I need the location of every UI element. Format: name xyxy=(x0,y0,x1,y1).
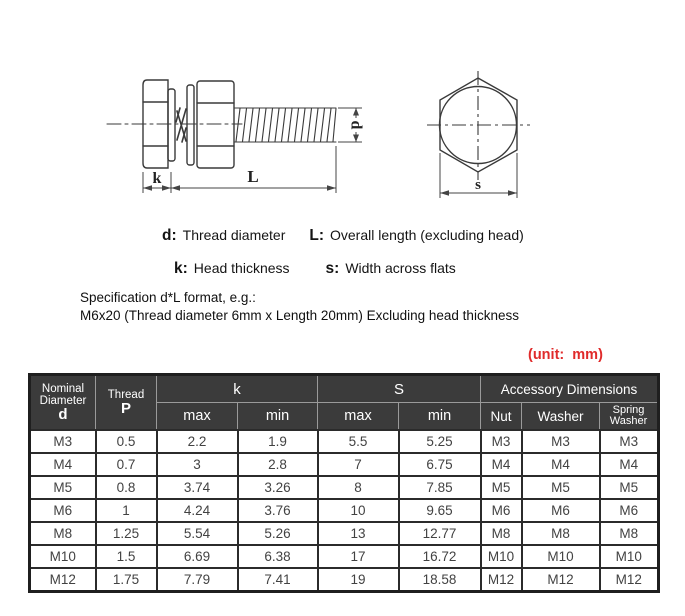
cell: 1 xyxy=(96,499,157,522)
col-header-spring-washer: Spring Washer xyxy=(600,403,659,431)
cell: 0.8 xyxy=(96,476,157,499)
cell: M12 xyxy=(522,568,600,592)
legend-term-d: d: xyxy=(162,227,177,244)
cell: 3 xyxy=(157,453,238,476)
cell: 1.5 xyxy=(96,545,157,568)
cell: M4 xyxy=(30,453,96,476)
legend-row-2 xyxy=(174,260,456,278)
dimension-k-L xyxy=(143,146,336,193)
table-row-m6 xyxy=(30,499,659,522)
unit-note: (unit: mm) xyxy=(528,347,603,363)
cell: 8 xyxy=(318,476,399,499)
legend-item-s xyxy=(326,260,456,278)
spec-note-line1: Specification d*L format, e.g.: xyxy=(80,290,256,305)
table-row-m3 xyxy=(30,430,659,453)
thread-symbol: P xyxy=(120,399,131,417)
cell: M8 xyxy=(30,522,96,545)
cell: 6.69 xyxy=(157,545,238,568)
nominal-diameter-symbol: d xyxy=(58,405,68,423)
cell: 12.77 xyxy=(399,522,481,545)
cell: M6 xyxy=(522,499,600,522)
cell: 1.75 xyxy=(96,568,157,592)
cell: M5 xyxy=(481,476,522,499)
legend-def-k: Head thickness xyxy=(193,260,290,276)
flat-washer xyxy=(187,85,194,165)
cell: M10 xyxy=(600,545,659,568)
cell: M8 xyxy=(600,522,659,545)
cell: M3 xyxy=(481,430,522,453)
table-row-m8 xyxy=(30,522,659,545)
nominal-diameter-label: Nominal Diameter xyxy=(39,382,87,407)
col-header-k-min: min xyxy=(238,403,318,431)
col-group-accessory: Accessory Dimensions xyxy=(481,375,659,403)
cell: M12 xyxy=(481,568,522,592)
cell: M8 xyxy=(522,522,600,545)
cell: M8 xyxy=(481,522,522,545)
cell: M4 xyxy=(522,453,600,476)
col-header-thread-pitch xyxy=(96,375,157,431)
cell: 19 xyxy=(318,568,399,592)
thread-label: Thread xyxy=(107,388,145,401)
legend-def-d: Thread diameter xyxy=(182,227,286,243)
cell: 5.5 xyxy=(318,430,399,453)
legend-item-d xyxy=(162,227,285,245)
cell: 1.9 xyxy=(238,430,318,453)
table-row-m12 xyxy=(30,568,659,592)
cell: M12 xyxy=(30,568,96,592)
legend-row-1 xyxy=(162,227,524,245)
col-group-s: S xyxy=(318,375,481,403)
cell: 7.41 xyxy=(238,568,318,592)
cell: 7.85 xyxy=(399,476,481,499)
legend-term-k: k: xyxy=(174,260,188,277)
cell: 9.65 xyxy=(399,499,481,522)
table-row-m4 xyxy=(30,453,659,476)
col-header-nut: Nut xyxy=(481,403,522,431)
header-row-groups xyxy=(30,375,659,403)
cell: 7 xyxy=(318,453,399,476)
cell: 4.24 xyxy=(157,499,238,522)
cell: M10 xyxy=(481,545,522,568)
cell: M6 xyxy=(481,499,522,522)
cell: 3.76 xyxy=(238,499,318,522)
cell: M12 xyxy=(600,568,659,592)
col-header-k-max: max xyxy=(157,403,238,431)
cell: M4 xyxy=(481,453,522,476)
cell: M5 xyxy=(30,476,96,499)
cell: 0.7 xyxy=(96,453,157,476)
table-row-m10 xyxy=(30,545,659,568)
cell: 16.72 xyxy=(399,545,481,568)
col-group-k: k xyxy=(157,375,318,403)
cell: M6 xyxy=(600,499,659,522)
dimensions-table xyxy=(28,373,660,593)
col-header-washer: Washer xyxy=(522,403,600,431)
cell: 7.79 xyxy=(157,568,238,592)
cell: M10 xyxy=(30,545,96,568)
k-dimension-label: k xyxy=(152,170,162,187)
legend-term-s: s: xyxy=(325,260,340,277)
spring-washer xyxy=(176,108,186,142)
cell: 5.26 xyxy=(238,522,318,545)
L-dimension-label: L xyxy=(247,167,259,186)
bolt-technical-drawing xyxy=(0,0,685,220)
cell: M10 xyxy=(522,545,600,568)
col-header-nominal-diameter xyxy=(30,375,96,431)
small-washer xyxy=(168,89,175,161)
spec-note-line2: M6x20 (Thread diameter 6mm x Length 20mm) Excluding head thickness xyxy=(80,307,519,323)
cell: 17 xyxy=(318,545,399,568)
s-dimension-label: s xyxy=(475,177,481,193)
cell: 0.5 xyxy=(96,430,157,453)
threaded-shaft xyxy=(234,108,336,142)
cell: 6.75 xyxy=(399,453,481,476)
cell: 3.74 xyxy=(157,476,238,499)
cell: M3 xyxy=(30,430,96,453)
cell: 6.38 xyxy=(238,545,318,568)
cell: 1.25 xyxy=(96,522,157,545)
cell: 2.8 xyxy=(238,453,318,476)
bolt-side-view xyxy=(107,80,336,168)
legend-def-L: Overall length (excluding head) xyxy=(330,227,524,243)
cell: M3 xyxy=(600,430,659,453)
col-header-s-max: max xyxy=(318,403,399,431)
cell: M5 xyxy=(600,476,659,499)
d-dimension-label: d xyxy=(347,120,365,130)
legend-term-L: L: xyxy=(309,227,324,244)
spec-note xyxy=(80,289,519,324)
cell: 5.54 xyxy=(157,522,238,545)
cell: 2.2 xyxy=(157,430,238,453)
cell: 10 xyxy=(318,499,399,522)
cell: M6 xyxy=(30,499,96,522)
cell: M5 xyxy=(522,476,600,499)
legend-def-s: Width across flats xyxy=(345,260,456,276)
table-row-m5 xyxy=(30,476,659,499)
cell: 5.25 xyxy=(399,430,481,453)
cell: 13 xyxy=(318,522,399,545)
legend-item-k xyxy=(174,260,290,278)
legend-item-L xyxy=(309,227,523,245)
col-header-s-min: min xyxy=(399,403,481,431)
cell: 18.58 xyxy=(399,568,481,592)
hex-head-top-view xyxy=(427,71,530,180)
cell: 3.26 xyxy=(238,476,318,499)
cell: M4 xyxy=(600,453,659,476)
cell: M3 xyxy=(522,430,600,453)
